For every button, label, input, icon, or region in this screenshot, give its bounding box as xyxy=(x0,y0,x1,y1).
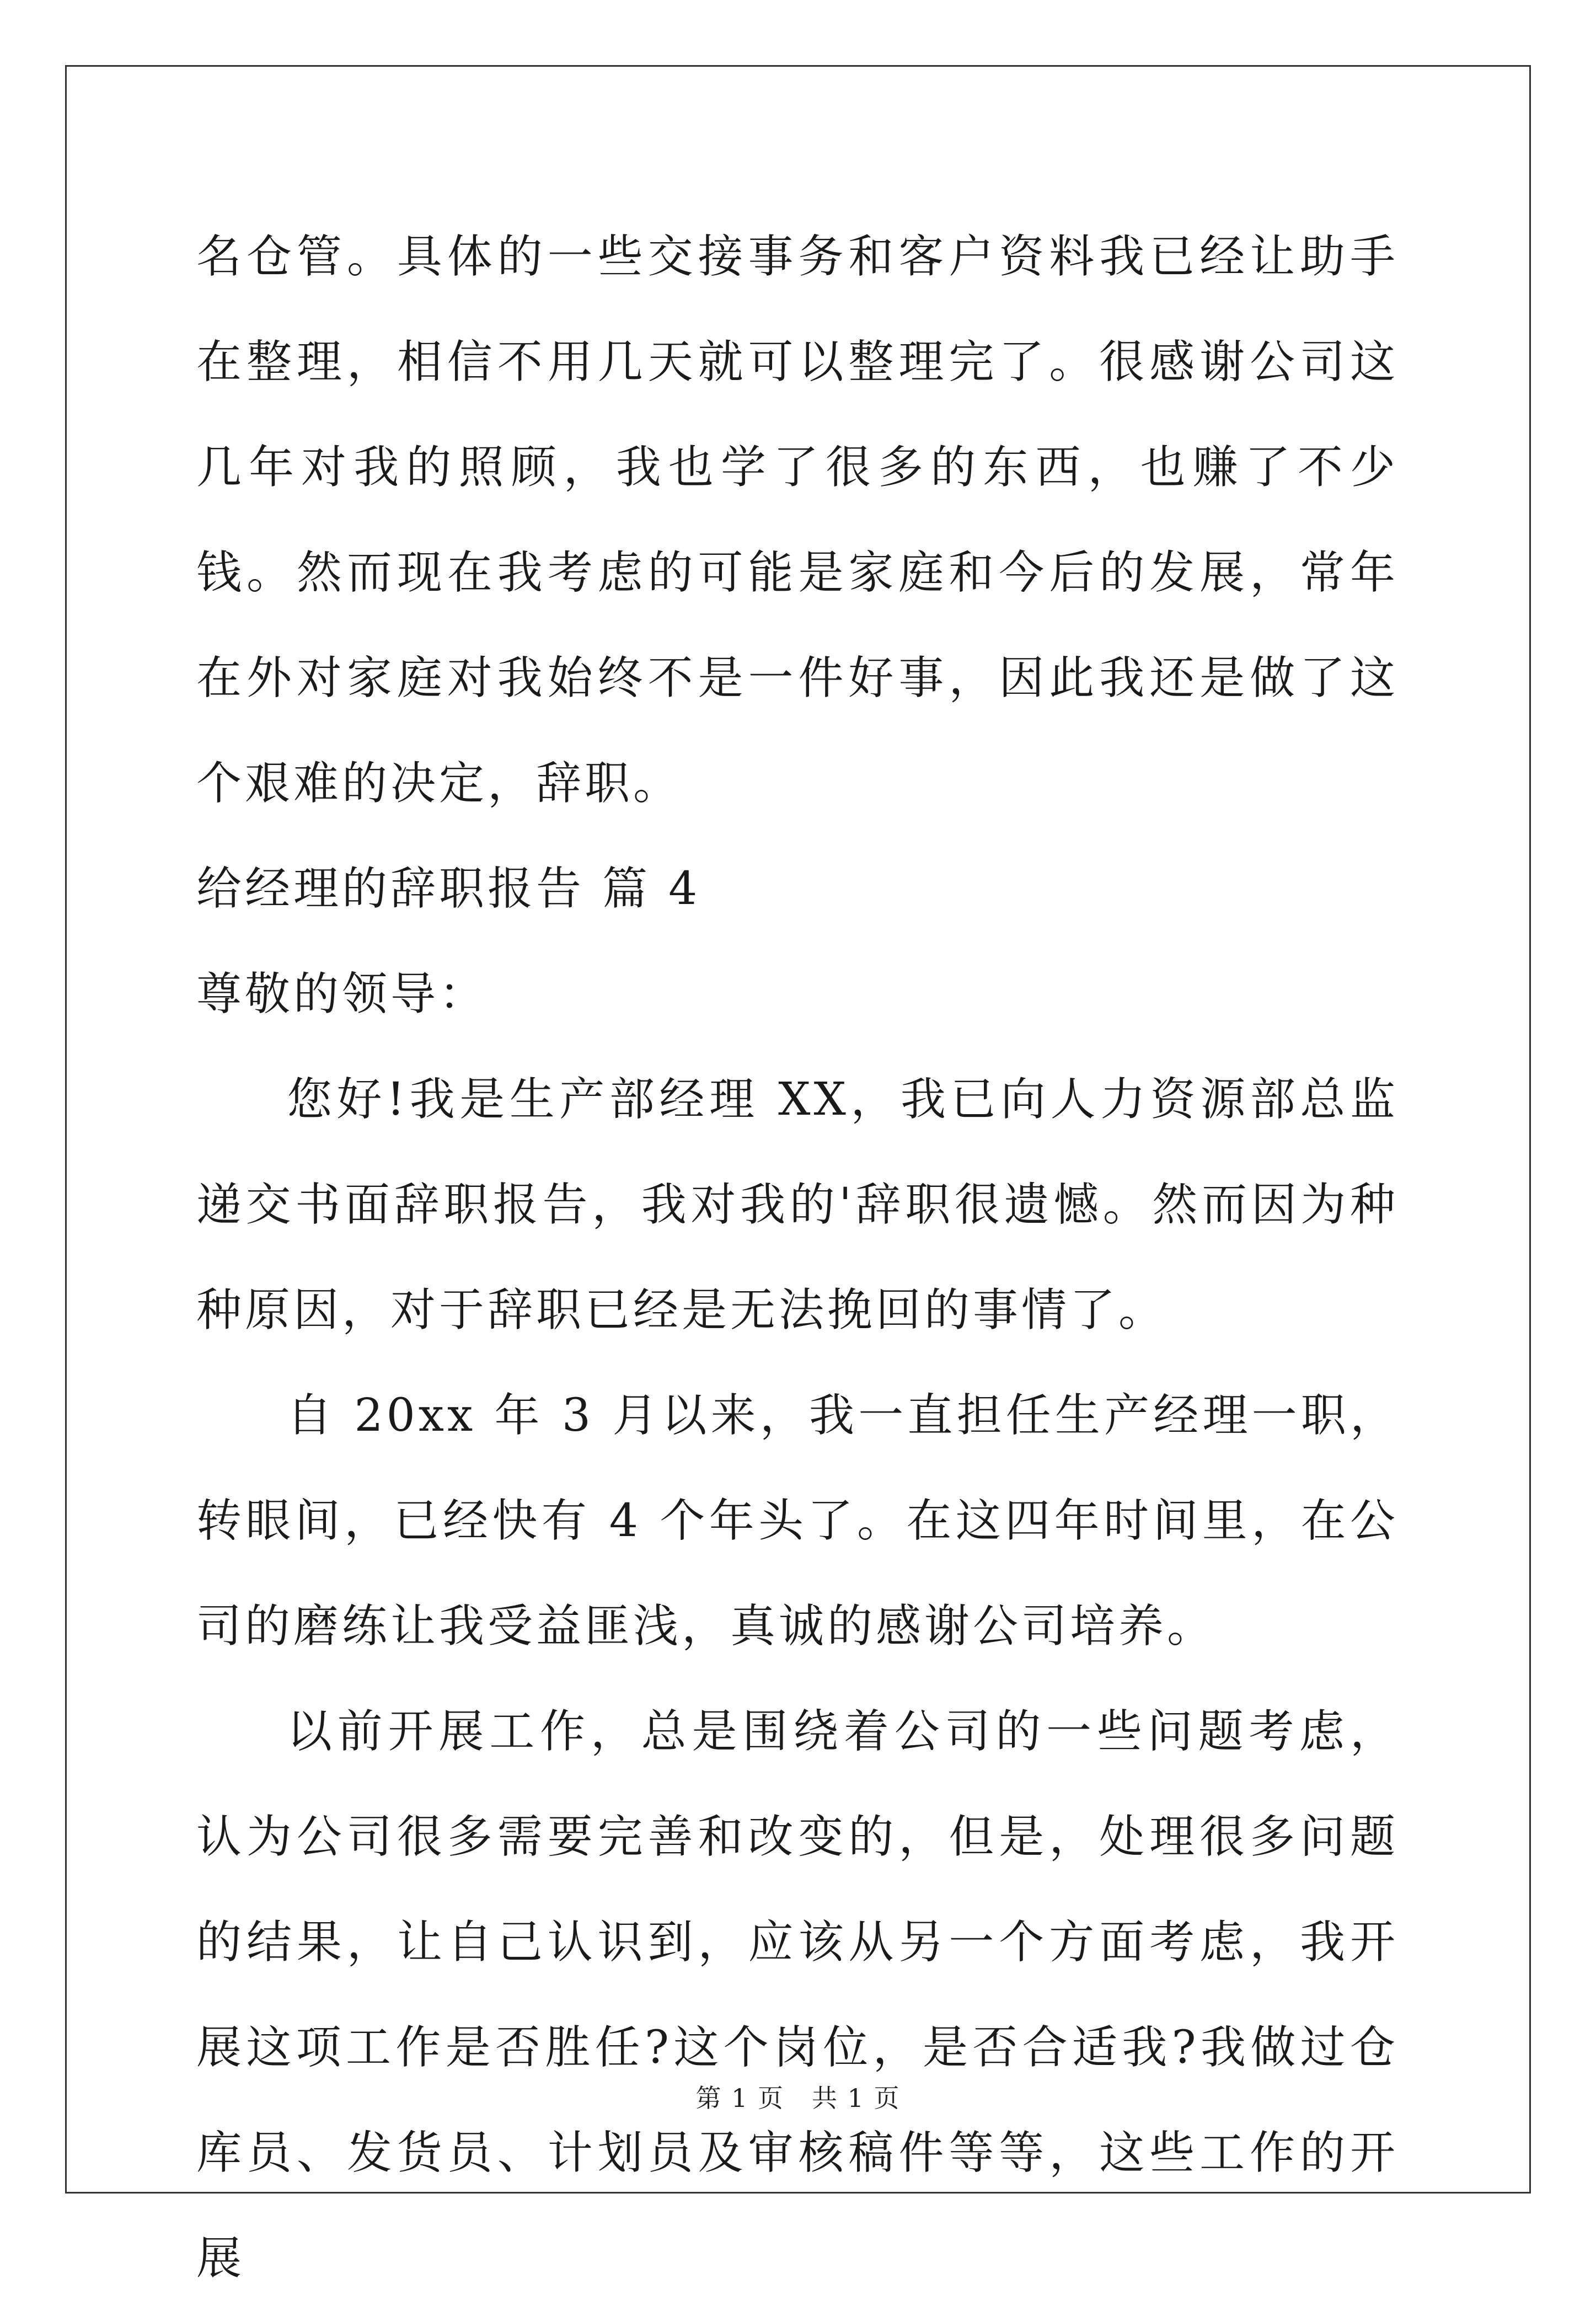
page-footer xyxy=(0,2078,1596,2115)
paragraph-tenure: 自 20xx 年 3 月以来，我一直担任生产经理一职，转眼间，已经快有 4 个年头了。在这四年时间里，在公司的磨练让我受益匪浅，真诚的感谢公司培养。 xyxy=(196,1389,1399,1652)
document-body xyxy=(196,204,1399,2311)
paragraph-reflection: 以前开展工作，总是围绕着公司的一些问题考虑，认为公司很多需要完善和改变的，但是，处理很多问题的结果，让自己认识到，应该从另一个方面考虑，我开展这项工作是否胜任?这个岗位，是否合适我?我做过仓库员、发货员、计划员及审核稿件等等，这些工作的开展 xyxy=(196,1705,1399,2285)
salutation: 尊敬的领导： xyxy=(196,968,488,1020)
page-number: 第 1 页 xyxy=(695,2083,784,2113)
paragraph-continuation: 名仓管。具体的一些交接事务和客户资料我已经让助手在整理，相信不用几天就可以整理完了。很感谢公司这几年对我的照顾，我也学了很多的东西，也赚了不少钱。然而现在我考虑的可能是家庭和今后的发展，常年在外对家庭对我始终不是一件好事，因此我还是做了这个艰难的决定，辞职。 xyxy=(196,231,1399,810)
paragraph-greeting: 您好!我是生产部经理 XX，我已向人力资源部总监递交书面辞职报告，我对我的'辞职很遗憾。然而因为种种原因，对于辞职已经是无法挽回的事情了。 xyxy=(196,1073,1399,1336)
page-total: 共 1 页 xyxy=(812,2083,901,2113)
section-heading: 给经理的辞职报告 篇 4 xyxy=(196,863,701,915)
